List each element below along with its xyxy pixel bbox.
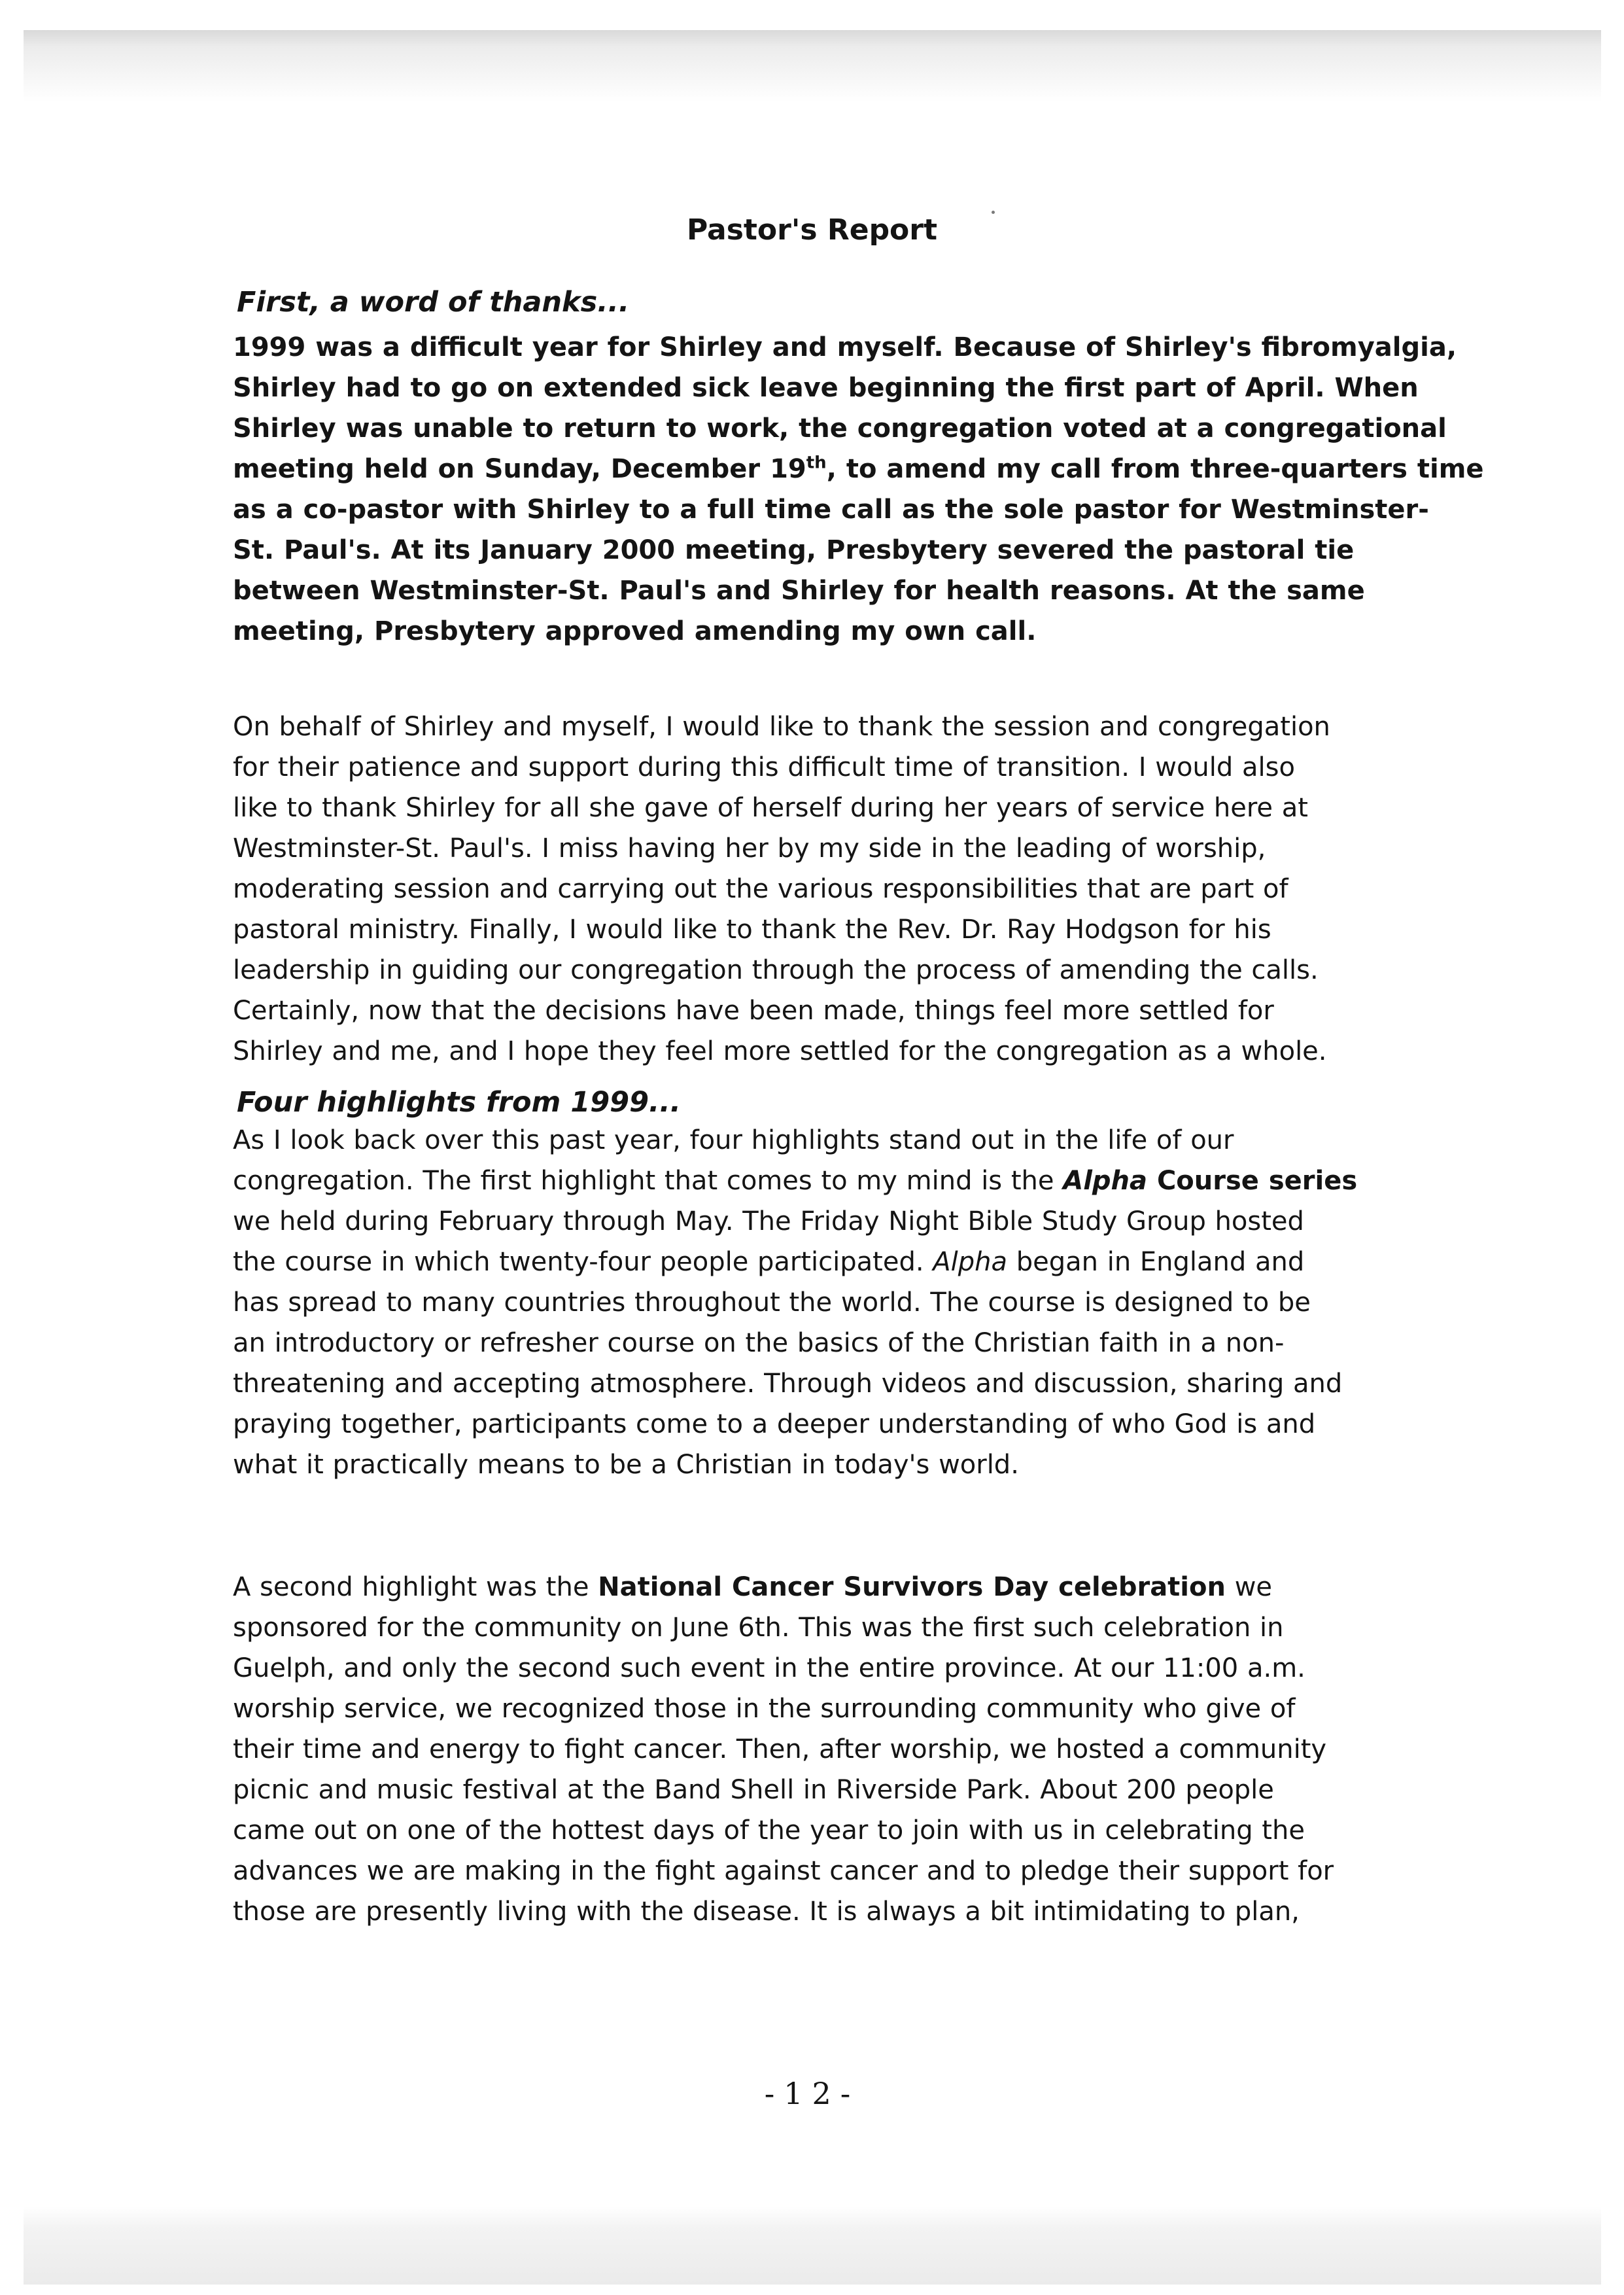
text-line: pastoral ministry. Finally, I would like to thank the Rev. Dr. Ray Hodgson for his — [233, 915, 1271, 945]
text-line: as a co-pastor with Shirley to a full time call as the sole pastor for Westminster- — [233, 495, 1429, 525]
text-line: for their patience and support during this difficult time of transition. I would also — [233, 752, 1295, 782]
text-fragment: congregation. The first highlight that comes to my mind is the — [233, 1166, 1063, 1196]
text-line: Guelph, and only the second such event in the entire province. At our 11:00 a.m. — [233, 1653, 1305, 1683]
paragraph-alpha-course — [233, 1120, 1357, 1485]
text-line: their time and energy to fight cancer. Then, after worship, we hosted a community — [233, 1734, 1327, 1764]
text-line: Shirley was unable to return to work, the congregation voted at a congregational — [233, 413, 1447, 444]
text-line: what it practically means to be a Christian in today's world. — [233, 1450, 1019, 1480]
text-fragment: the course in which twenty-four people participated. — [233, 1247, 933, 1277]
text-line: worship service, we recognized those in the surrounding community who give of — [233, 1694, 1296, 1724]
text-line: meeting, Presbytery approved amending my own call. — [233, 616, 1037, 646]
paragraph-cancer-survivors — [233, 1567, 1334, 1932]
text-fragment: , to amend my call from three-quarters time — [826, 454, 1484, 484]
superscript: th — [806, 453, 827, 473]
text-line: Shirley had to go on extended sick leave beginning the first part of April. When — [233, 373, 1419, 403]
page-number: -12- — [764, 2076, 860, 2111]
text-line: leadership in guiding our congregation through the process of amending the calls. — [233, 955, 1319, 985]
scan-shadow-top — [24, 30, 1601, 102]
text-line: has spread to many countries throughout the world. The course is designed to be — [233, 1288, 1311, 1318]
text-fragment: meeting held on Sunday, December 19 — [233, 454, 806, 484]
section-heading-highlights: Four highlights from 1999... — [237, 1086, 682, 1119]
section-heading-thanks: First, a word of thanks... — [237, 286, 630, 319]
text-line: threatening and accepting atmosphere. Through videos and discussion, sharing and — [233, 1369, 1343, 1399]
text-line: As I look back over this past year, four highlights stand out in the life of our — [233, 1125, 1234, 1155]
text-line — [233, 1161, 1357, 1201]
text-line: came out on one of the hottest days of the year to join with us in celebrating the — [233, 1815, 1305, 1846]
text-line: 1999 was a difficult year for Shirley and myself. Because of Shirley's fibromyalgia, — [233, 332, 1457, 362]
text-line: we held during February through May. The Friday Night Bible Study Group hosted — [233, 1206, 1304, 1236]
text-line: Westminster-St. Paul's. I miss having her by my side in the leading of worship, — [233, 833, 1266, 864]
text-line: between Westminster-St. Paul's and Shirley for health reasons. At the same — [233, 576, 1365, 606]
event-name-emphasis: National Cancer Survivors Day celebration — [598, 1572, 1226, 1602]
page-title: Pastor's Report — [686, 213, 938, 247]
paragraph-difficult-year — [233, 327, 1484, 652]
text-fragment: we — [1225, 1572, 1273, 1602]
paragraph-on-behalf — [233, 707, 1330, 1072]
text-line — [233, 449, 1484, 489]
text-line: like to thank Shirley for all she gave of herself during her years of service here at — [233, 793, 1308, 823]
text-line: advances we are making in the fight against cancer and to pledge their support for — [233, 1856, 1334, 1886]
text-line: St. Paul's. At its January 2000 meeting, Presbytery severed the pastoral tie — [233, 535, 1355, 565]
text-line: an introductory or refresher course on the basics of the Christian faith in a non- — [233, 1328, 1285, 1358]
text-line: those are presently living with the disease. It is always a bit intimidating to plan, — [233, 1897, 1300, 1927]
text-fragment: series — [1258, 1166, 1358, 1196]
alpha-emphasis: Alpha — [933, 1247, 1008, 1277]
text-fragment: A second highlight was the — [233, 1572, 598, 1602]
text-line — [233, 1242, 1357, 1282]
text-fragment: began in England and — [1007, 1247, 1305, 1277]
text-line: praying together, participants come to a deeper understanding of who God is and — [233, 1409, 1316, 1439]
text-line: On behalf of Shirley and myself, I would like to thank the session and congregation — [233, 712, 1330, 742]
text-line: picnic and music festival at the Band Shell in Riverside Park. About 200 people — [233, 1775, 1274, 1805]
text-line: Shirley and me, and I hope they feel more settled for the congregation as a whole. — [233, 1036, 1327, 1066]
course-emphasis: Course — [1147, 1166, 1259, 1196]
scan-shadow-bottom — [24, 2206, 1601, 2285]
text-line: sponsored for the community on June 6th. This was the first such celebration in — [233, 1613, 1284, 1643]
text-line — [233, 1567, 1334, 1607]
alpha-emphasis: Alpha — [1063, 1166, 1148, 1196]
text-line: moderating session and carrying out the various responsibilities that are part of — [233, 874, 1288, 904]
text-line: Certainly, now that the decisions have been made, things feel more settled for — [233, 996, 1274, 1026]
